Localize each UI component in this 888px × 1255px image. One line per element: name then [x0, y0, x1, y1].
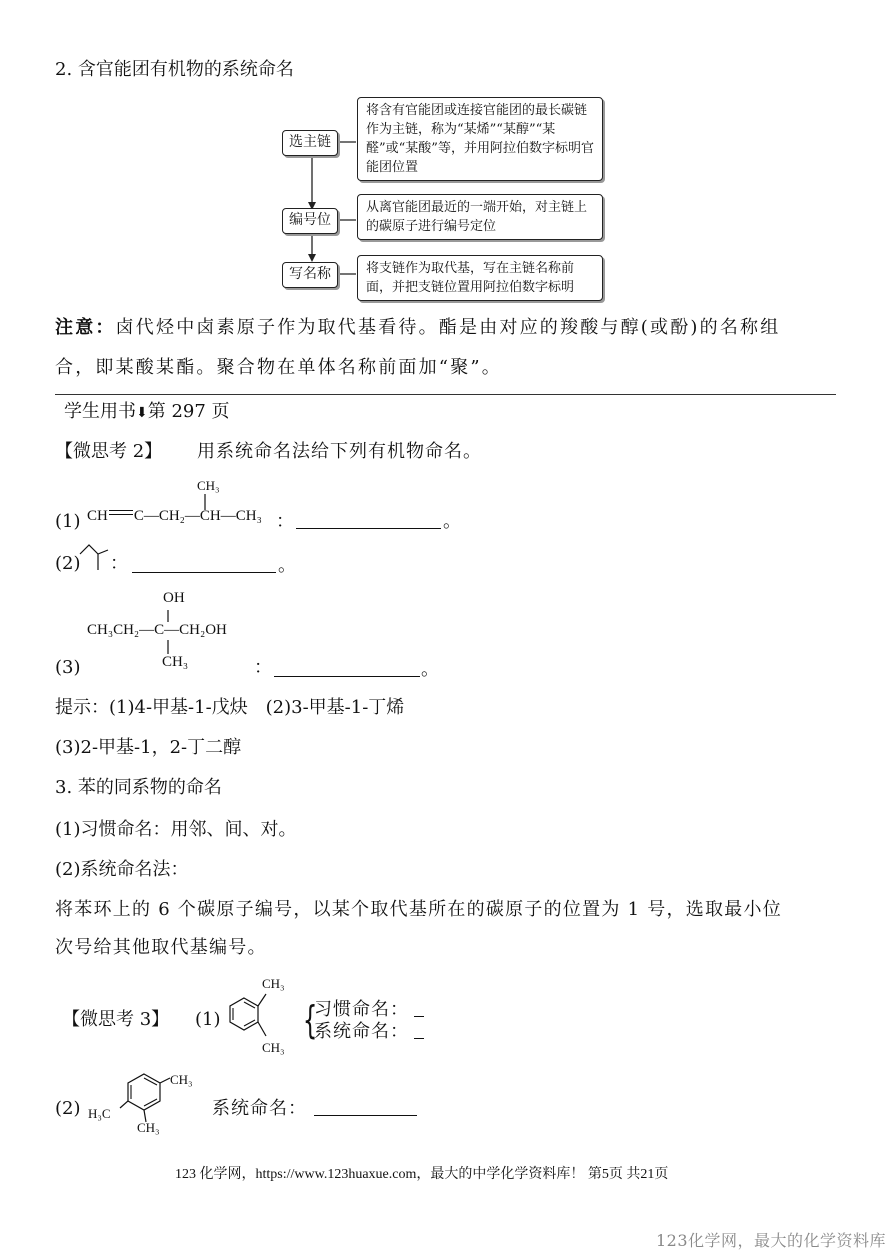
- page-footer: 123 化学网，https://www.123huaxue.com，最大的中学化学资料库！ 第5页 共21页: [175, 1167, 669, 1182]
- hint-line: (3)2-甲基-1，2-丁二醇: [55, 737, 242, 758]
- field-label: 系统命名：: [212, 1098, 307, 1119]
- step-label: 编号位: [289, 212, 331, 228]
- ref-page: 第 297 页: [147, 401, 230, 422]
- think-title: 【微思考 3】: [62, 1009, 170, 1030]
- step-numbering: [282, 208, 338, 234]
- body-line: 将苯环上的 6 个碳原子编号，以某个取代基所在的碳原子的位置为 1 号，选取最小位: [55, 899, 783, 920]
- benzene-ring-icon: [222, 988, 272, 1044]
- question-label: (1): [55, 511, 81, 532]
- chem-label: CH₃: [170, 1072, 193, 1087]
- chem-formula: CH₃CH₂—C—CH₂OH: [87, 622, 227, 638]
- period: 。: [443, 511, 461, 532]
- body-line: (2)系统命名法：: [55, 859, 189, 880]
- step-desc: [357, 194, 603, 240]
- period: 。: [421, 659, 439, 680]
- section-title: 3. 苯的同系物的命名: [55, 777, 222, 798]
- question-label: (1): [195, 1009, 221, 1030]
- watermark: 123化学网，最大的化学资料库: [656, 1231, 887, 1250]
- chem-label: CH₃: [162, 654, 189, 670]
- step-desc-text: 将含有官能团或连接官能团的最长碳链作为主链，称为“某烯”“某醇”“某醛”或“某酸”等，并用阿拉伯数字标明官能团位置: [366, 103, 594, 175]
- field-label: 系统命名：: [314, 1021, 409, 1042]
- note-label: 注意：: [55, 317, 116, 338]
- chem-label: CH₃: [262, 1040, 285, 1055]
- divider: [55, 394, 836, 395]
- chem-label: H₃C: [88, 1106, 111, 1121]
- note-line: 合，即某酸某酯。聚合物在单体名称前面加“聚”。: [55, 357, 503, 378]
- note: [55, 316, 780, 340]
- down-arrow-icon: ⬇: [136, 405, 148, 421]
- section-title: 2. 含官能团有机物的系统命名: [55, 59, 294, 80]
- chem-label: CH₃: [262, 976, 285, 991]
- body-line: (1)习惯命名：用邻、间、对。: [55, 819, 297, 840]
- answer-blank[interactable]: [414, 1038, 424, 1039]
- step-select-chain: [282, 130, 338, 156]
- step-label: 选主链: [289, 134, 331, 150]
- answer-blank[interactable]: [132, 572, 276, 573]
- chem-formula: [87, 508, 262, 525]
- body-line: 次号给其他取代基编号。: [55, 937, 267, 958]
- brace: {: [302, 998, 318, 1042]
- step-label: 写名称: [289, 266, 331, 282]
- step-desc: [357, 97, 603, 181]
- think-instruction: 用系统命名法给下列有机物命名。: [197, 441, 482, 462]
- think-title: 【微思考 2】: [55, 441, 163, 462]
- colon: ：: [254, 657, 272, 678]
- chem-label: OH: [163, 590, 185, 606]
- answer-blank[interactable]: [414, 1016, 424, 1017]
- colon: ：: [110, 553, 128, 574]
- note-line: 卤代烃中卤素原子作为取代基看待。酯是由对应的羧酸与醇(或酚)的名称组: [115, 317, 781, 338]
- skeletal-formula-q2: [78, 540, 110, 576]
- ref-text: 学生用书: [64, 401, 136, 422]
- chem-label: CH₃: [197, 478, 220, 493]
- chem-chain: C—CH₂—CH—CH₃: [133, 508, 262, 524]
- period: 。: [278, 555, 296, 576]
- chem-label: CH₃: [137, 1120, 160, 1135]
- hint-line: 提示：(1)4-甲基-1-戊炔 (2)3-甲基-1-丁烯: [55, 697, 405, 718]
- step-desc-text: 将支链作为取代基，写在主链名称前面，并把支链位置用阿拉伯数字标明: [366, 261, 575, 295]
- step-desc-text: 从离官能团最近的一端开始，对主链上的碳原子进行编号定位: [366, 200, 588, 234]
- chem-atom: CH: [87, 508, 108, 524]
- answer-blank[interactable]: [296, 528, 441, 529]
- step-write-name: [282, 262, 338, 288]
- field-label: 习惯命名：: [314, 999, 409, 1020]
- answer-blank[interactable]: [274, 676, 420, 677]
- colon: ：: [276, 511, 294, 532]
- question-label: (3): [55, 657, 81, 678]
- step-desc: [357, 255, 603, 301]
- answer-blank[interactable]: [314, 1115, 417, 1116]
- triple-bond-icon: [109, 510, 133, 515]
- book-reference: [64, 400, 230, 425]
- question-label: (2): [55, 1098, 81, 1119]
- question-label: (2): [55, 553, 81, 574]
